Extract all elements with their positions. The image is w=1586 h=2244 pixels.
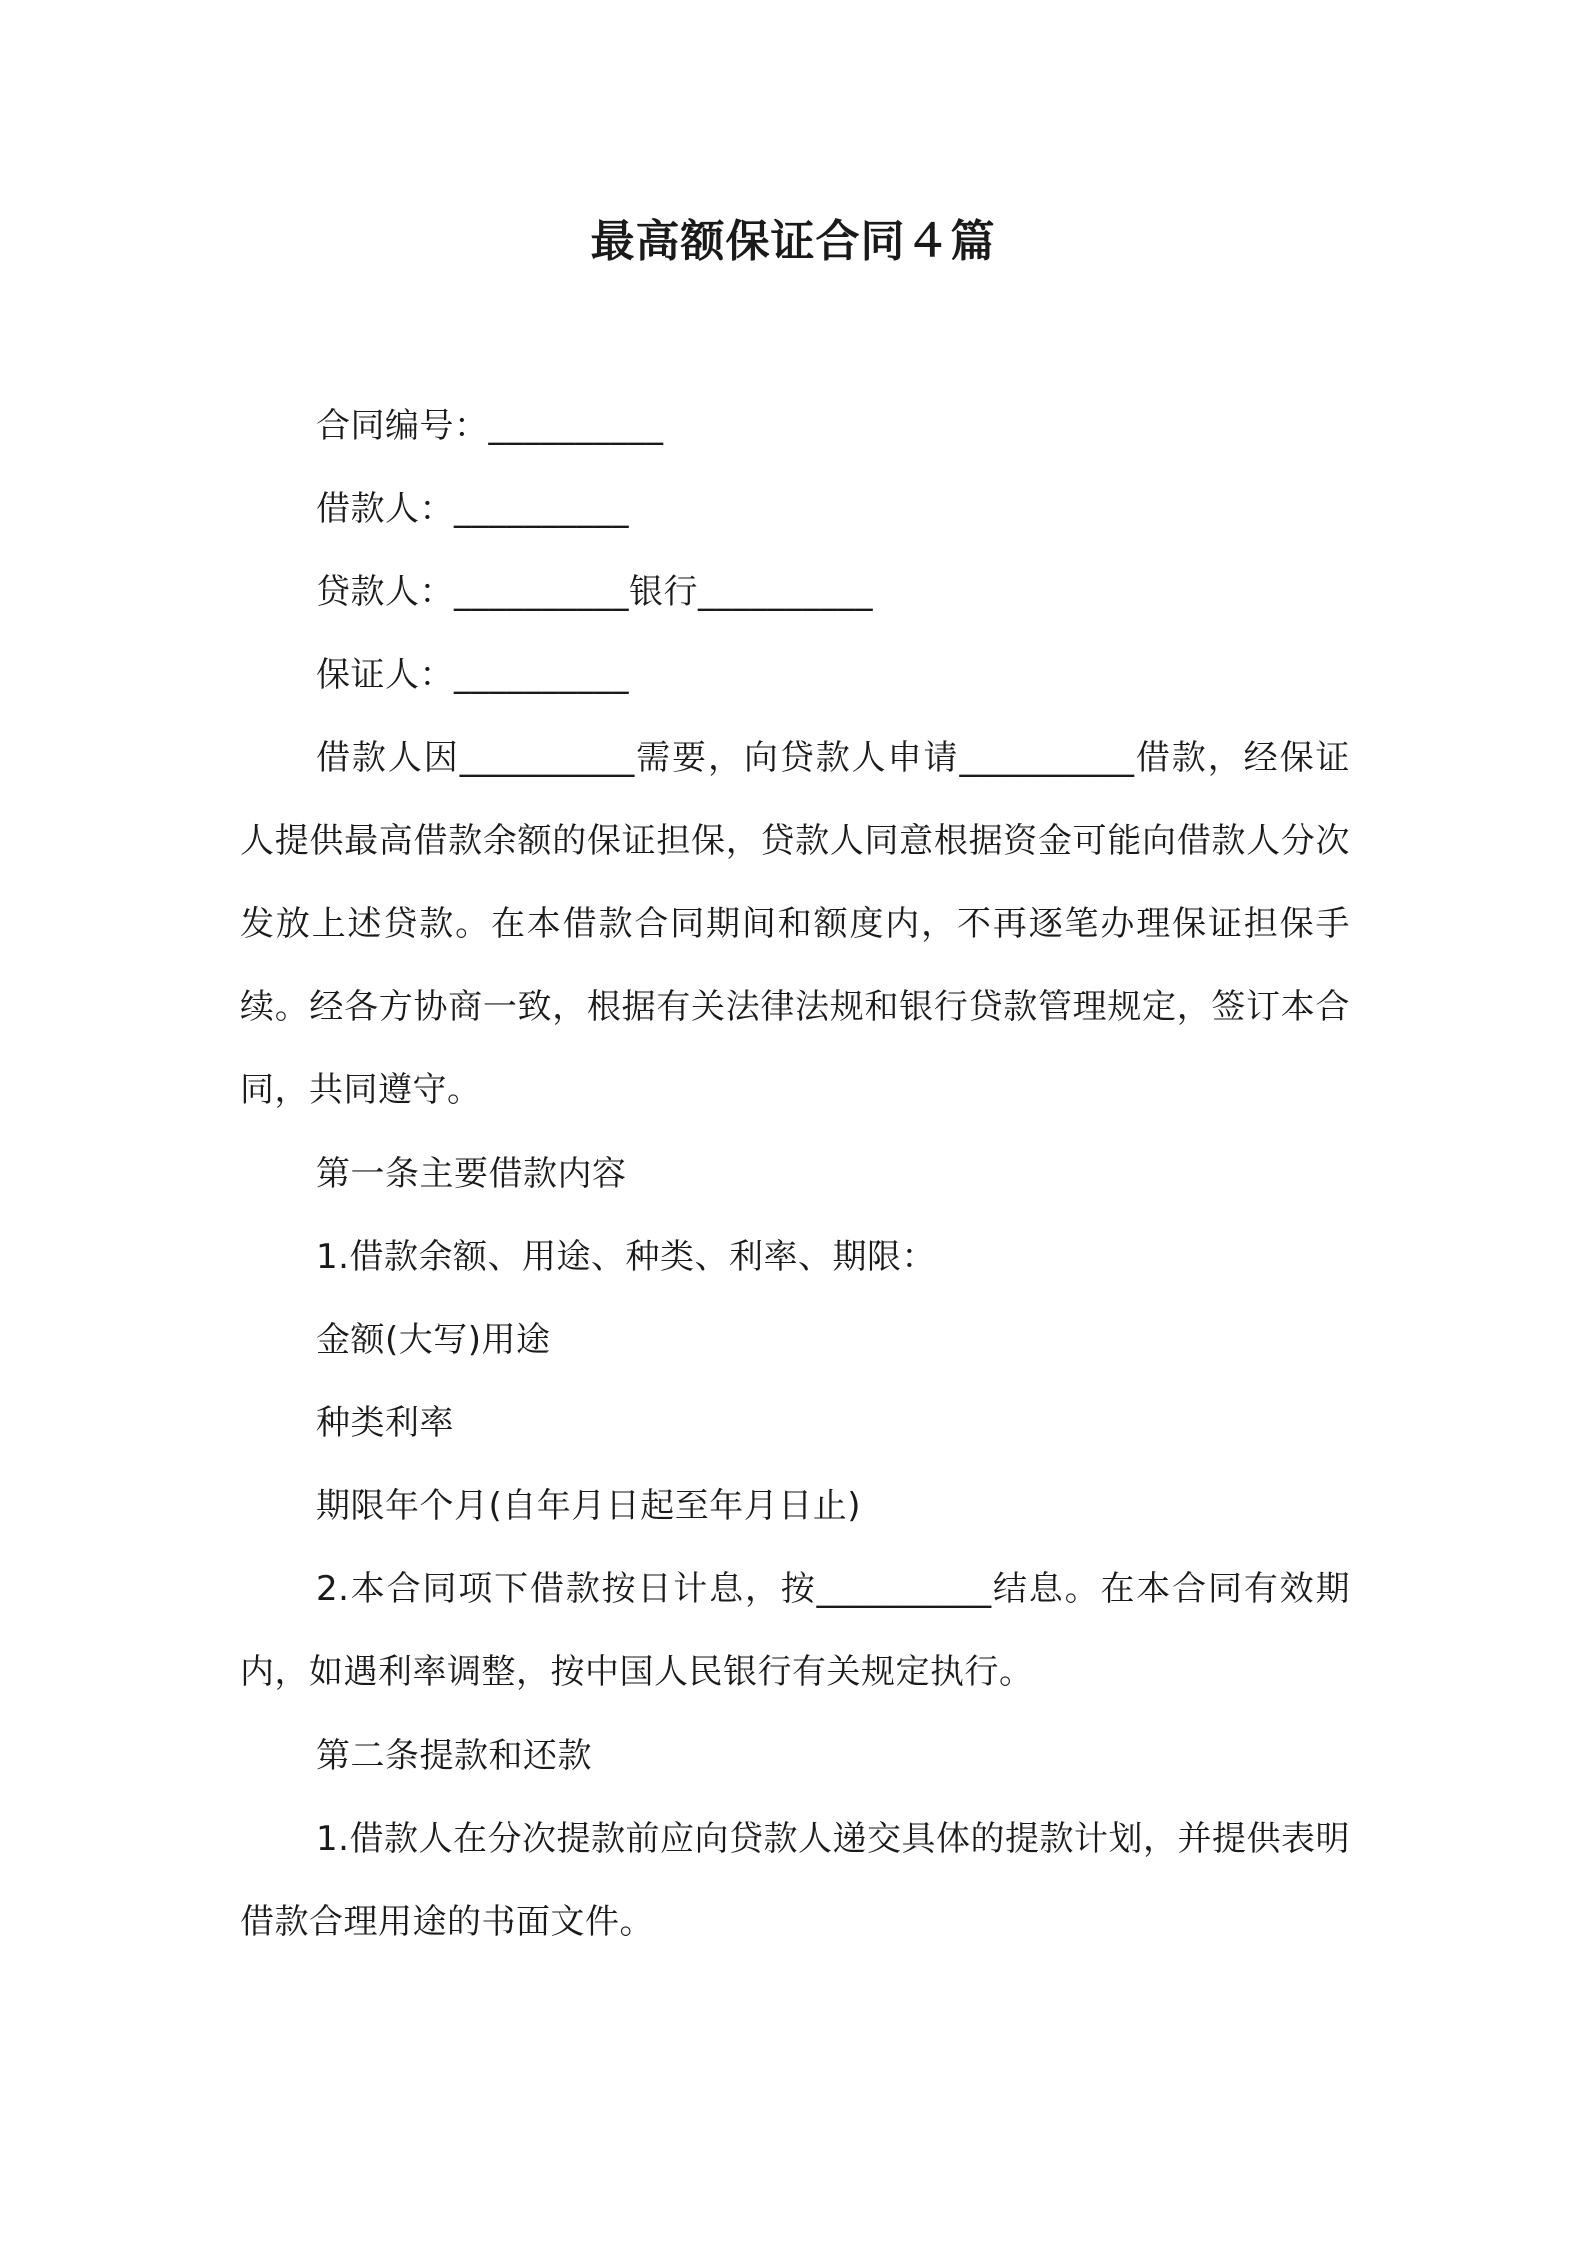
article-2-item-1: 1.借款人在分次提款前应向贷款人递交具体的提款计划，并提供表明借款合理用途的书面文件。 bbox=[240, 1819, 1350, 1942]
preamble-paragraph: 借款人因__________需要，向贷款人申请__________借款，经保证人提供最高借款余额的保证担保，贷款人同意根据资金可能向借款人分次发放上述贷款。在本借款合同期间和额度内，不再逐笔办理保证担保手续。经各方协商一致，根据有关法律法规和银行贷款管理规定，签订本合同，共同遵守。 bbox=[240, 738, 1350, 1110]
term-line: 期限年个月(自年月日起至年月日止) bbox=[316, 1486, 862, 1526]
document-title: 最高额保证合同４篇 bbox=[590, 216, 996, 267]
borrower-line: 借款人：__________ bbox=[316, 489, 629, 529]
lender-line: 贷款人：__________银行__________ bbox=[316, 572, 873, 612]
amount-purpose-line: 金额(大写)用途 bbox=[316, 1320, 551, 1360]
contract-number-line: 合同编号：__________ bbox=[316, 406, 664, 446]
document-body bbox=[240, 404, 1350, 1984]
article-1-item-2: 2.本合同项下借款按日计息，按__________结息。在本合同有效期内，如遇利率调整，按中国人民银行有关规定执行。 bbox=[240, 1569, 1350, 1692]
guarantor-line: 保证人：__________ bbox=[316, 655, 629, 695]
article-1-heading: 第一条主要借款内容 bbox=[316, 1154, 627, 1194]
article-1-item-1: 1.借款余额、用途、种类、利率、期限： bbox=[316, 1237, 936, 1277]
type-rate-line: 种类利率 bbox=[316, 1403, 454, 1443]
article-2-heading: 第二条提款和还款 bbox=[316, 1736, 592, 1776]
